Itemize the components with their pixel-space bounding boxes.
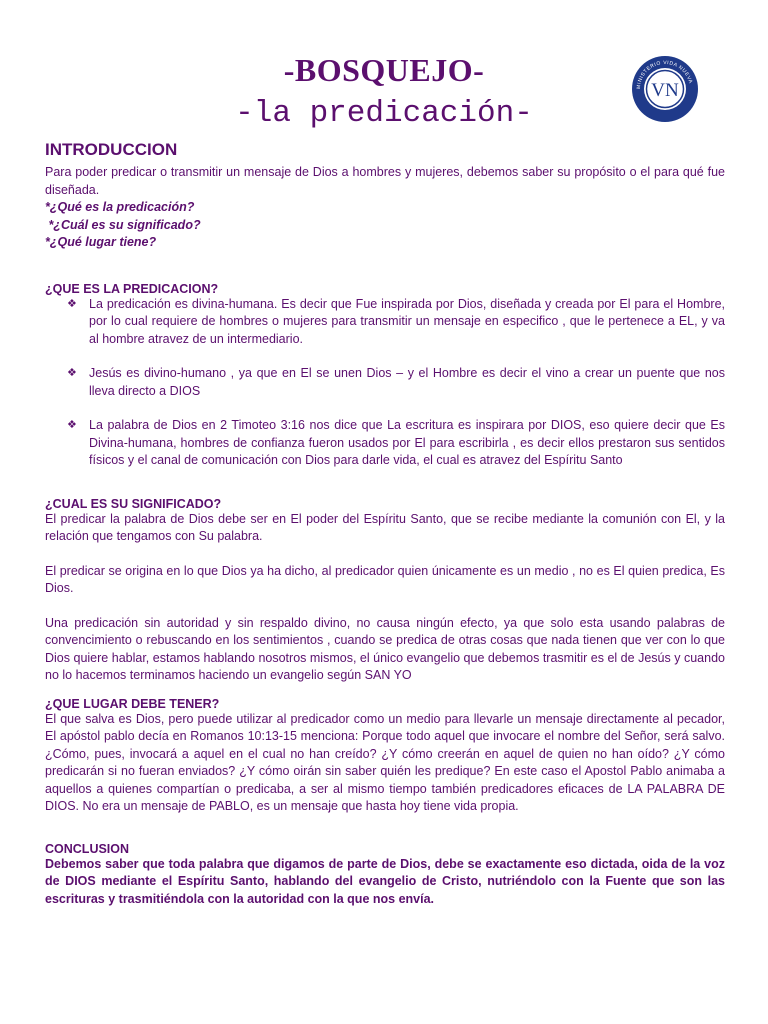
document-body — [45, 140, 725, 908]
intro-question: *¿Qué es la predicación? — [45, 200, 195, 214]
conclusion-heading: CONCLUSION — [45, 841, 130, 856]
diamond-bullet-icon: ❖ — [67, 297, 77, 310]
list-item — [67, 365, 725, 400]
list-item-text: La predicación es divina-humana. Es decir que Fue inspirada por Dios, diseñada y creada por El para el Hombre, por lo cual requiere de hombres o mujeres para transmitir un mensaje en especifico , que le pertenece a EL, y va al hombre atravez de un intermediario. — [89, 296, 725, 346]
list-item-text: La palabra de Dios en 2 Timoteo 3:16 nos dice que La escritura es inspirara por DIOS, eso quiere decir que Es Divina-humana, hombres de confianza fueron usados por El para escribirla , es decir ellos prestaron sus sentidos físicos y el canal de comunicación con Dios para darle vida, el cual es atravez del Espíritu Santo — [89, 418, 725, 467]
section-heading: ¿QUE LUGAR DEBE TENER? — [45, 696, 220, 711]
section-heading: ¿QUE ES LA PREDICACION? — [45, 281, 219, 296]
diamond-bullet-icon: ❖ — [67, 367, 77, 379]
intro-question: *¿Qué lugar tiene? — [45, 235, 157, 249]
intro-heading: INTRODUCCION — [45, 140, 178, 159]
bullet-list — [45, 296, 725, 470]
page-subtitle: -la predicación- — [235, 96, 533, 131]
paragraph: El predicar la palabra de Dios debe ser en El poder del Espíritu Santo, que se recibe mediante la comunión con El, y la relación que tengamos con Su palabra. — [45, 511, 725, 543]
ministry-logo-icon — [631, 55, 699, 123]
diamond-bullet-icon: ❖ — [67, 419, 77, 431]
conclusion-text: Debemos saber que toda palabra que digamos de parte de Dios, debe se exactamente eso dictada, oida de la voz de DIOS mediante el Espíritu Santo, hablando del evangelio de Cristo, nutriéndolo con la Fuente que son las escrituras y trasmitiéndola con la autoridad con la que nos envía. — [45, 856, 725, 906]
logo-ring-text: MINISTERIO VIDA NUEVA — [635, 59, 694, 90]
paragraph: Una predicación sin autoridad y sin respaldo divino, no causa ningún efecto, ya que solo esta usando palabras de convencimiento o rebuscando en los sentimientos , cuando se predica de otras cosas que nada tienen que ver con lo que Dios quiere hablar, estamos hablando nosotros mismos, el único evangelio que debemos trasmitir es el de Jesús y cuando no lo hacemos terminamos haciendo un evangelio según SAN YO — [45, 615, 725, 682]
intro-question: *¿Cuál es su significado? — [45, 217, 201, 232]
section-heading: ¿CUAL ES SU SIGNIFICADO? — [45, 496, 222, 511]
logo-monogram: VN — [651, 80, 679, 101]
paragraph: El predicar se origina en lo que Dios ya ha dicho, al predicador quien únicamente es un medio , no es El quien predica, Es Dios. — [45, 563, 725, 595]
list-item-text: Jesús es divino-humano , ya que en El se unen Dios – y el Hombre es decir el vino a crear un puente que nos lleva directo a DIOS — [89, 366, 725, 398]
list-item — [67, 417, 725, 470]
paragraph: El que salva es Dios, pero puede utilizar al predicador como un medio para llevarle un mensaje directamente al pecador, El apóstol pablo decía en Romanos 10:13-15 menciona: Porque todo aquel que invocare el nombre del Señor, será salvo. ¿Cómo, pues, invocará a aquel en el cual no han creído? ¿Y cómo creerán en aquel de quien no han oído? ¿Y cómo predicarán si no fueran enviados? ¿Y cómo oirán sin saber quién les predique? En este caso el Apostol Pablo animaba a aquellos a quienes compartían o predicaba, a ser al mismo tiempo también predicadores eficaces de LA PALABRA DE DIOS. No era un mensaje de PABLO, es un mensaje que hasta hoy tiene vida propia. — [45, 711, 725, 813]
list-item — [67, 296, 725, 349]
page-title: -BOSQUEJO- — [283, 52, 485, 88]
intro-text: Para poder predicar o transmitir un mensaje de Dios a hombres y mujeres, debemos saber su propósito o el para qué fue diseñada. — [45, 165, 725, 197]
